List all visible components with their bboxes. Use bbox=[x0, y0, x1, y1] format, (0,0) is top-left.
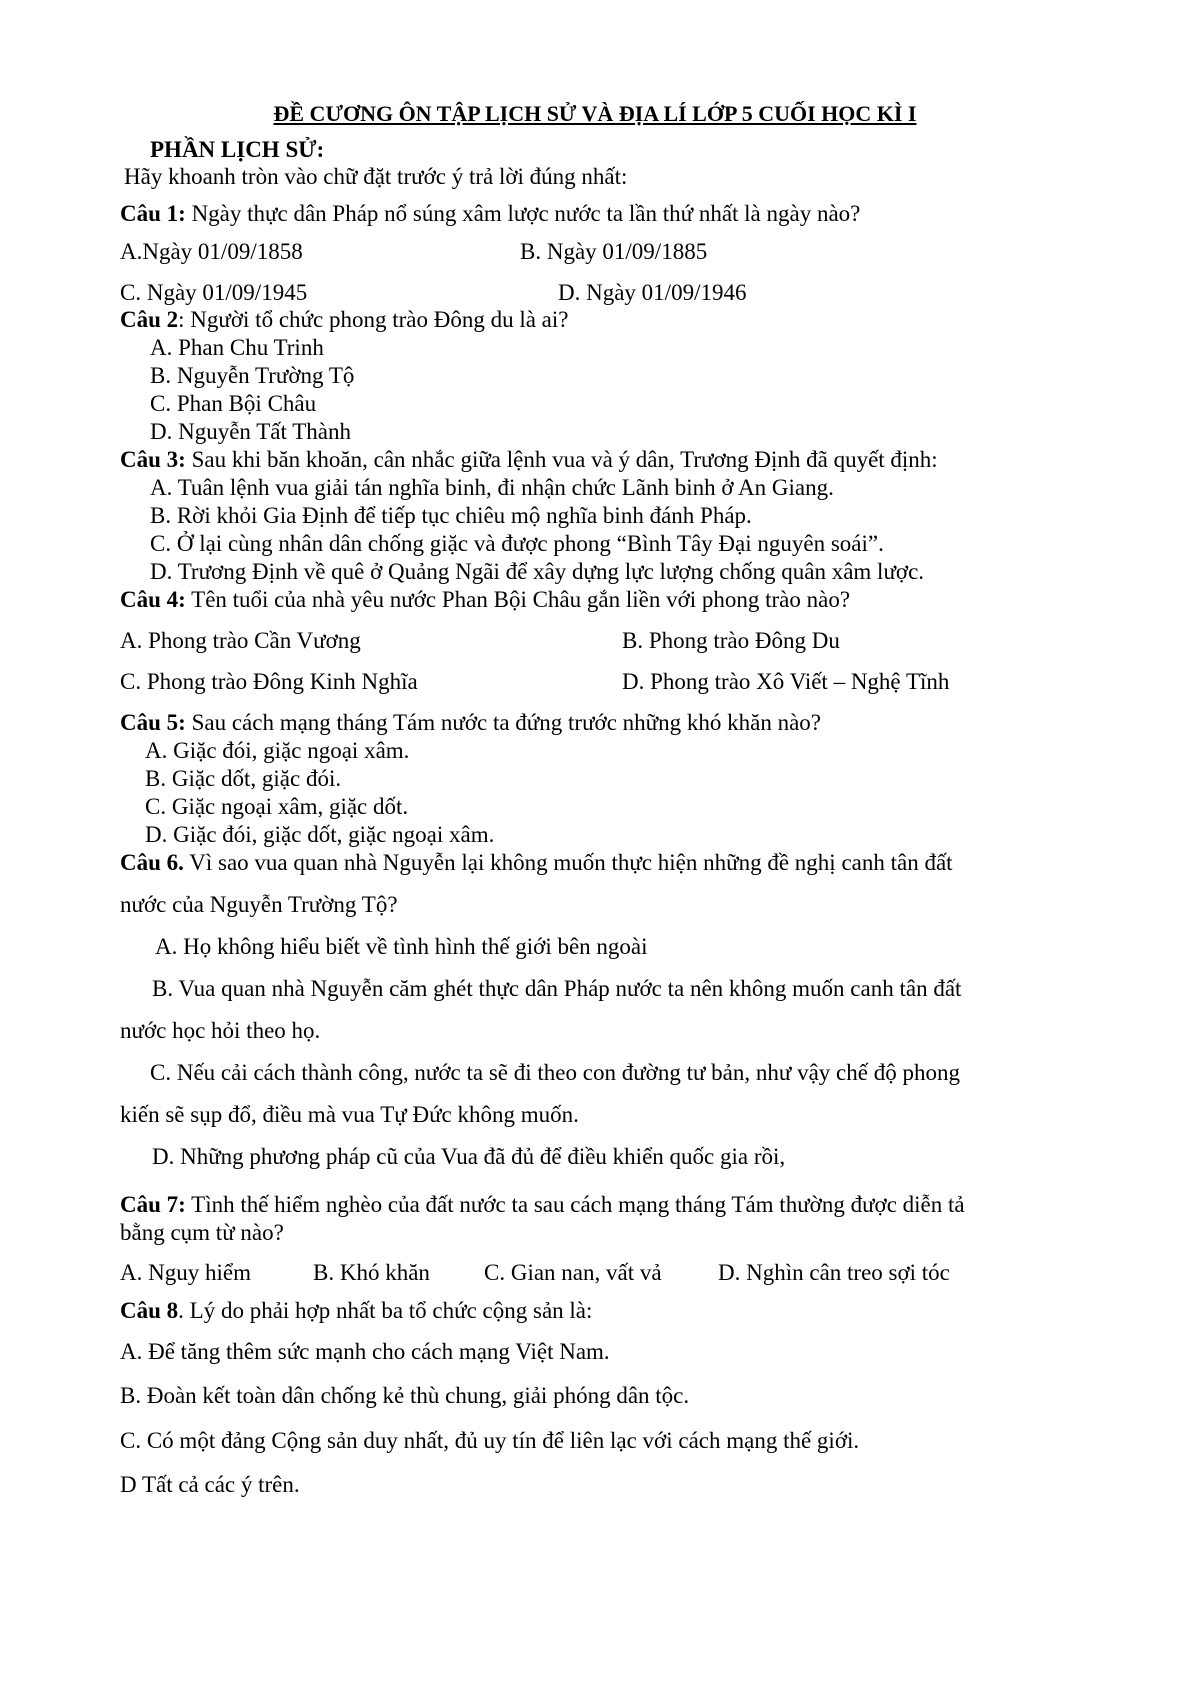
question-text: Sau khi băn khoăn, cân nhắc giữa lệnh vua và ý dân, Trương Định đã quyết định: bbox=[185, 447, 938, 472]
question-7-continued: bằng cụm từ nào? bbox=[120, 1220, 284, 1245]
question-7 bbox=[120, 1191, 965, 1219]
option-6a: A. Họ không hiểu biết về tình hình thế giới bên ngoài bbox=[155, 934, 648, 959]
question-number: Câu 2 bbox=[120, 307, 179, 332]
question-number: Câu 6. bbox=[120, 850, 184, 875]
section-heading: PHẦN LỊCH SỬ: bbox=[150, 137, 325, 162]
option-7d: D. Nghìn cân treo sợi tóc bbox=[718, 1260, 950, 1285]
option-6b: B. Vua quan nhà Nguyễn căm ghét thực dân Pháp nước ta nên không muốn canh tân đất bbox=[152, 976, 962, 1001]
question-text: Vì sao vua quan nhà Nguyễn lại không muốn thực hiện những đề nghị canh tân đất bbox=[183, 850, 953, 875]
option-7b: B. Khó khăn bbox=[313, 1260, 430, 1285]
option-6c: C. Nếu cải cách thành công, nước ta sẽ đi theo con đường tư bản, như vậy chế độ phong bbox=[150, 1060, 960, 1085]
instruction: Hãy khoanh tròn vào chữ đặt trước ý trả lời đúng nhất: bbox=[124, 164, 628, 189]
option-2b: B. Nguyễn Trường Tộ bbox=[150, 363, 355, 388]
option-7c: C. Gian nan, vất vả bbox=[484, 1260, 662, 1285]
option-8d: D Tất cả các ý trên. bbox=[120, 1472, 300, 1497]
question-6-continued: nước của Nguyễn Trường Tộ? bbox=[120, 892, 398, 917]
question-number: Câu 5: bbox=[120, 710, 186, 735]
question-number: Câu 8 bbox=[120, 1298, 179, 1323]
option-1a: A.Ngày 01/09/1858 bbox=[120, 239, 303, 264]
option-8c: C. Có một đảng Cộng sản duy nhất, đủ uy tín để liên lạc với cách mạng thế giới. bbox=[120, 1428, 860, 1453]
option-6b-continued: nước học hỏi theo họ. bbox=[120, 1018, 321, 1043]
option-6d: D. Những phương pháp cũ của Vua đã đủ để điều khiển quốc gia rồi, bbox=[152, 1144, 786, 1169]
option-7a: A. Nguy hiểm bbox=[120, 1260, 251, 1285]
document-title: ĐỀ CƯƠNG ÔN TẬP LỊCH SỬ VÀ ĐỊA LÍ LỚP 5 CUỐI HỌC KÌ I bbox=[273, 101, 917, 126]
option-3d: D. Trương Định về quê ở Quảng Ngãi để xây dựng lực lượng chống quân xâm lược. bbox=[150, 559, 925, 584]
option-4b: B. Phong trào Đông Du bbox=[622, 628, 840, 653]
question-text: : Người tổ chức phong trào Đông du là ai? bbox=[178, 307, 569, 332]
question-number: Câu 1: bbox=[120, 201, 186, 226]
question-4 bbox=[120, 586, 850, 614]
option-1b: B. Ngày 01/09/1885 bbox=[520, 239, 708, 264]
option-4c: C. Phong trào Đông Kinh Nghĩa bbox=[120, 669, 418, 694]
option-8a: A. Để tăng thêm sức mạnh cho cách mạng Việt Nam. bbox=[120, 1339, 610, 1364]
question-8 bbox=[120, 1297, 592, 1325]
option-2d: D. Nguyễn Tất Thành bbox=[150, 419, 352, 444]
option-2c: C. Phan Bội Châu bbox=[150, 391, 317, 416]
option-5d: D. Giặc đói, giặc dốt, giặc ngoại xâm. bbox=[145, 822, 495, 847]
option-2a: A. Phan Chu Trinh bbox=[150, 335, 324, 360]
question-number: Câu 3: bbox=[120, 447, 186, 472]
question-5 bbox=[120, 709, 821, 737]
option-6c-continued: kiến sẽ sụp đổ, điều mà vua Tự Đức không muốn. bbox=[120, 1102, 579, 1127]
question-number: Câu 7: bbox=[120, 1192, 186, 1217]
question-text: . Lý do phải hợp nhất ba tổ chức cộng sản là: bbox=[178, 1298, 593, 1323]
question-text: Sau cách mạng tháng Tám nước ta đứng trước những khó khăn nào? bbox=[185, 710, 821, 735]
option-4a: A. Phong trào Cần Vương bbox=[120, 628, 361, 653]
question-number: Câu 4: bbox=[120, 587, 186, 612]
option-1d: D. Ngày 01/09/1946 bbox=[558, 280, 747, 305]
option-5b: B. Giặc dốt, giặc đói. bbox=[145, 766, 342, 791]
option-4d: D. Phong trào Xô Viết – Nghệ Tĩnh bbox=[622, 669, 950, 694]
option-8b: B. Đoàn kết toàn dân chống kẻ thù chung, giải phóng dân tộc. bbox=[120, 1383, 690, 1408]
option-5c: C. Giặc ngoại xâm, giặc dốt. bbox=[145, 794, 409, 819]
option-1c: C. Ngày 01/09/1945 bbox=[120, 280, 308, 305]
question-text: Tên tuổi của nhà yêu nước Phan Bội Châu gắn liền với phong trào nào? bbox=[185, 587, 851, 612]
question-3 bbox=[120, 446, 938, 474]
question-2 bbox=[120, 306, 568, 334]
question-6 bbox=[120, 849, 953, 877]
option-5a: A. Giặc đói, giặc ngoại xâm. bbox=[145, 738, 410, 763]
option-3c: C. Ở lại cùng nhân dân chống giặc và được phong “Bình Tây Đại nguyên soái”. bbox=[150, 531, 884, 556]
question-text: Tình thế hiểm nghèo của đất nước ta sau cách mạng tháng Tám thường được diễn tả bbox=[185, 1192, 965, 1217]
question-1 bbox=[120, 200, 860, 228]
question-text: Ngày thực dân Pháp nổ súng xâm lược nước ta lần thứ nhất là ngày nào? bbox=[185, 201, 861, 226]
option-3b: B. Rời khỏi Gia Định để tiếp tục chiêu mộ nghĩa binh đánh Pháp. bbox=[150, 503, 752, 528]
option-3a: A. Tuân lệnh vua giải tán nghĩa binh, đi nhận chức Lãnh binh ở An Giang. bbox=[150, 475, 834, 500]
